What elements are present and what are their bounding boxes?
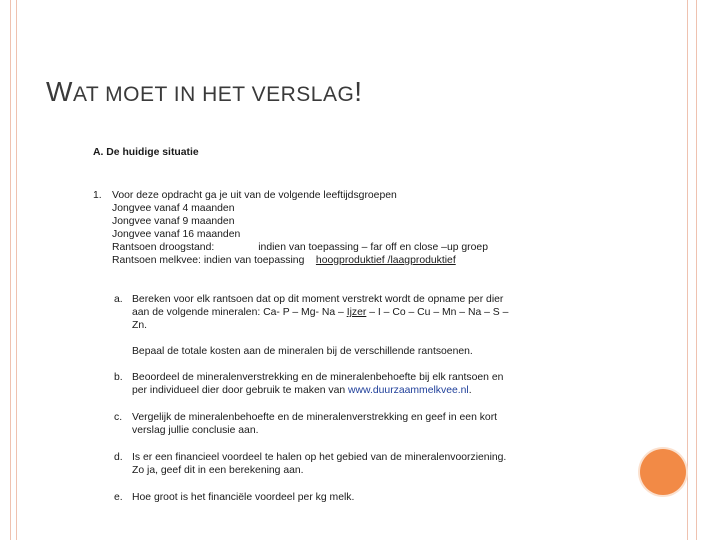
item-a-line-4: Bepaal de totale kosten aan de mineralen bij de verschillende rantsoenen. xyxy=(132,346,473,357)
ration-milk-label: Rantsoen melkvee: indien van toepassing xyxy=(112,255,305,266)
ration-dairy-cattle xyxy=(112,254,456,267)
item-a-letter: a. xyxy=(114,294,123,305)
ration-milk-text: hoogproduktief /laagproduktief xyxy=(315,255,456,266)
item-b-line-1: Beoordeel de mineralenverstrekking en de mineralenbehoefte bij elk rantsoen en xyxy=(132,372,504,383)
ration-dry-text: indien van toepassing – far off en close –up groep xyxy=(258,242,488,253)
item-d-letter: d. xyxy=(114,452,123,463)
right-frame-border xyxy=(687,0,697,540)
item-a-line-1: Bereken voor elk rantsoen dat op dit moment verstrekt wordt de opname per dier xyxy=(132,294,504,305)
item-a-iron: Ijzer xyxy=(346,307,367,318)
age-group-16-months: Jongvee vanaf 16 maanden xyxy=(112,229,241,240)
item-c-line-2: verslag jullie conclusie aan. xyxy=(132,425,259,436)
item-e-line-1: Hoe groot is het financiële voordeel per kg melk. xyxy=(132,492,355,503)
age-group-9-months: Jongvee vanaf 9 maanden xyxy=(112,216,235,227)
age-group-4-months: Jongvee vanaf 4 maanden xyxy=(112,203,235,214)
document-image xyxy=(90,140,570,510)
ration-dry-period xyxy=(112,241,488,254)
item-a-line-3: Zn. xyxy=(132,320,148,331)
left-frame-border xyxy=(10,0,17,540)
decorative-orange-circle xyxy=(640,449,686,495)
item-e-letter: e. xyxy=(114,492,123,503)
item-b-text: per individueel dier door gebruik te maken van xyxy=(132,385,349,396)
slide-title-exclamation: ! xyxy=(354,76,363,107)
item-d-line-2: Zo ja, geef dit in een berekening aan. xyxy=(132,465,304,476)
section-heading: A. De huidige situatie xyxy=(93,147,199,158)
item-a-line-2 xyxy=(132,306,508,319)
item-b-letter: b. xyxy=(114,372,123,383)
item-a-minerals-start: aan de volgende mineralen: Ca- P – Mg- Na – xyxy=(132,307,347,318)
item-1-intro: Voor deze opdracht ga je uit van de volgende leeftijdsgroepen xyxy=(112,190,397,201)
item-d-line-1: Is er een financieel voordeel te halen op het gebied van de mineralenvoorziening. xyxy=(132,452,507,463)
item-a-minerals-end: – I – Co – Cu – Mn – Na – S – xyxy=(366,307,509,318)
item-1-number: 1. xyxy=(93,190,102,201)
item-c-letter: c. xyxy=(114,412,123,423)
item-b-period: . xyxy=(468,385,472,396)
slide-title-first-letter: W xyxy=(46,76,73,107)
item-b-line-2 xyxy=(132,384,472,397)
slide-title-rest: AT MOET IN HET VERSLAG xyxy=(72,83,355,106)
slide-title xyxy=(46,76,363,108)
ration-dry-label: Rantsoen droogstand: xyxy=(112,242,215,253)
item-c-line-1: Vergelijk de mineralenbehoefte en de mineralenverstrekking en geef in een kort xyxy=(132,412,498,423)
duurzaammelkvee-link[interactable]: www.duurzaammelkvee.nl xyxy=(348,385,469,396)
